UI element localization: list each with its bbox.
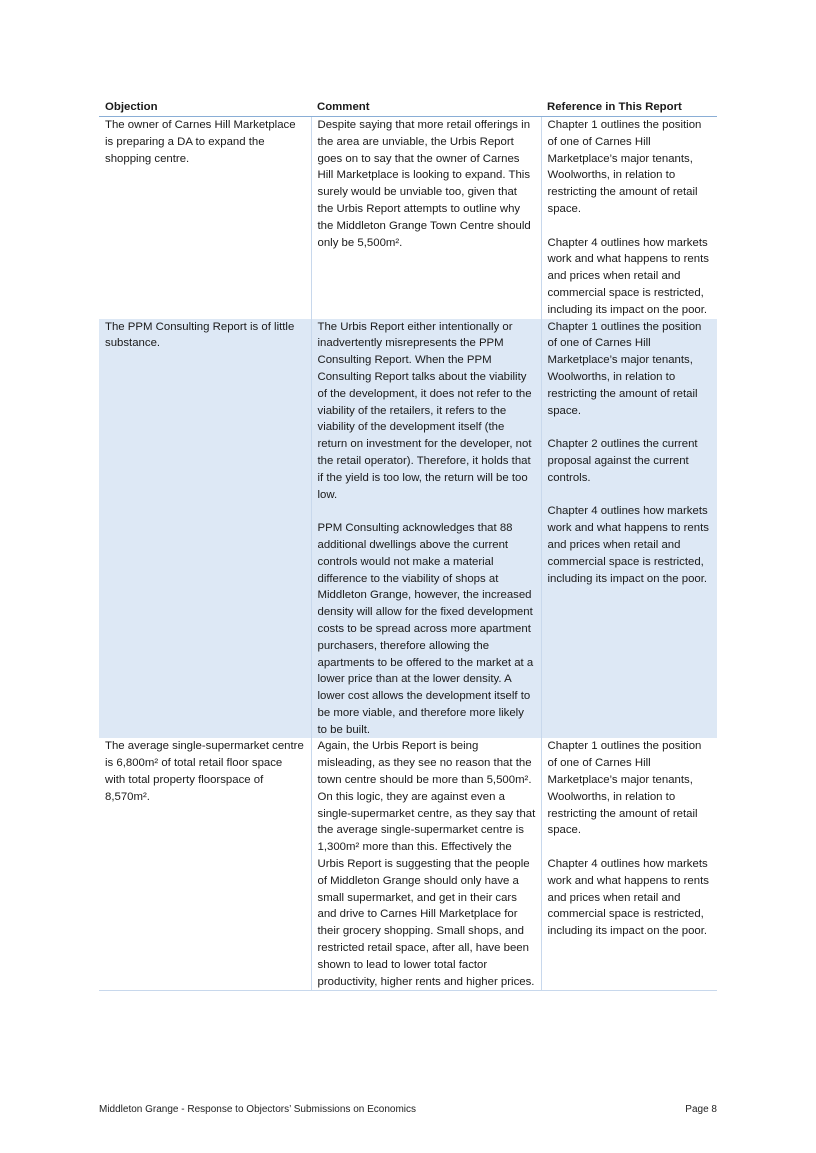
- objection-cell: The PPM Consulting Report is of little substance.: [99, 319, 311, 739]
- reference-cell: Chapter 1 outlines the position of one of Carnes Hill Marketplace’s major tenants, Woolworths, in relation to restricting the amount of retail space. Chapter 2 outlines the current proposal against the current controls. Chapter 4 outlines how markets work and what happens to rents and prices when retail and commercial space is restricted, including its impact on the poor.: [541, 319, 717, 739]
- objection-cell: The average single-supermarket centre is 6,800m² of total retail floor space with total property floorspace of 8,570m².: [99, 738, 311, 990]
- column-header-reference: Reference in This Report: [541, 98, 717, 117]
- footer-document-title: Middleton Grange - Response to Objectors’ Submissions on Economics: [99, 1104, 417, 1115]
- reference-cell: Chapter 1 outlines the position of one of Carnes Hill Marketplace’s major tenants, Woolworths, in relation to restricting the amount of retail space. Chapter 4 outlines how markets work and what happens to rents and prices when retail and commercial space is restricted, including its impact on the poor.: [541, 117, 717, 319]
- column-header-objection: Objection: [99, 98, 311, 117]
- objection-cell: The owner of Carnes Hill Marketplace is preparing a DA to expand the shopping centre.: [99, 117, 311, 319]
- column-header-comment: Comment: [311, 98, 541, 117]
- reference-cell: Chapter 1 outlines the position of one of Carnes Hill Marketplace’s major tenants, Woolworths, in relation to restricting the amount of retail space. Chapter 4 outlines how markets work and what happens to rents and prices when retail and commercial space is restricted, including its impact on the poor.: [541, 738, 717, 990]
- comment-cell: Again, the Urbis Report is being misleading, as they see no reason that the town centre should be more than 5,500m². On this logic, they are against even a single-supermarket centre, as they say that the average single-supermarket centre is 1,300m² more than this. Effectively the Urbis Report is suggesting that the people of Middleton Grange should only have a small supermarket, and get in their cars and drive to Carnes Hill Marketplace for their grocery shopping. Small shops, and restricted retail space, after all, have been shown to lead to lower total factor productivity, higher rents and higher prices.: [311, 738, 541, 990]
- objections-table: [99, 98, 717, 991]
- table-header-row: [99, 98, 717, 117]
- table-row: [99, 319, 717, 739]
- footer-page-number: Page 8: [685, 1104, 717, 1115]
- comment-cell: The Urbis Report either intentionally or inadvertently misrepresents the PPM Consulting Report. When the PPM Consulting Report talks about the viability of the development, it does not refer to the viability of the retailers, it refers to the viability of the development itself (the return on investment for the developer, not the retail operator). Therefore, it holds that if the yield is too low, the return will be too low. PPM Consulting acknowledges that 88 additional dwellings above the current controls would not make a material difference to the viability of shops at Middleton Grange, however, the increased density will allow for the fixed development costs to be spread across more apartment purchasers, therefore allowing the apartments to be offered to the market at a lower price than at the lower density. A lower cost allows the development itself to be more viable, and therefore more likely to be built.: [311, 319, 541, 739]
- comment-cell: Despite saying that more retail offerings in the area are unviable, the Urbis Report goes on to say that the owner of Carnes Hill Marketplace is looking to expand. This surely would be unviable too, given that the Urbis Report attempts to outline why the Middleton Grange Town Centre should only be 5,500m².: [311, 117, 541, 319]
- table-row: [99, 738, 717, 990]
- table-row: [99, 117, 717, 319]
